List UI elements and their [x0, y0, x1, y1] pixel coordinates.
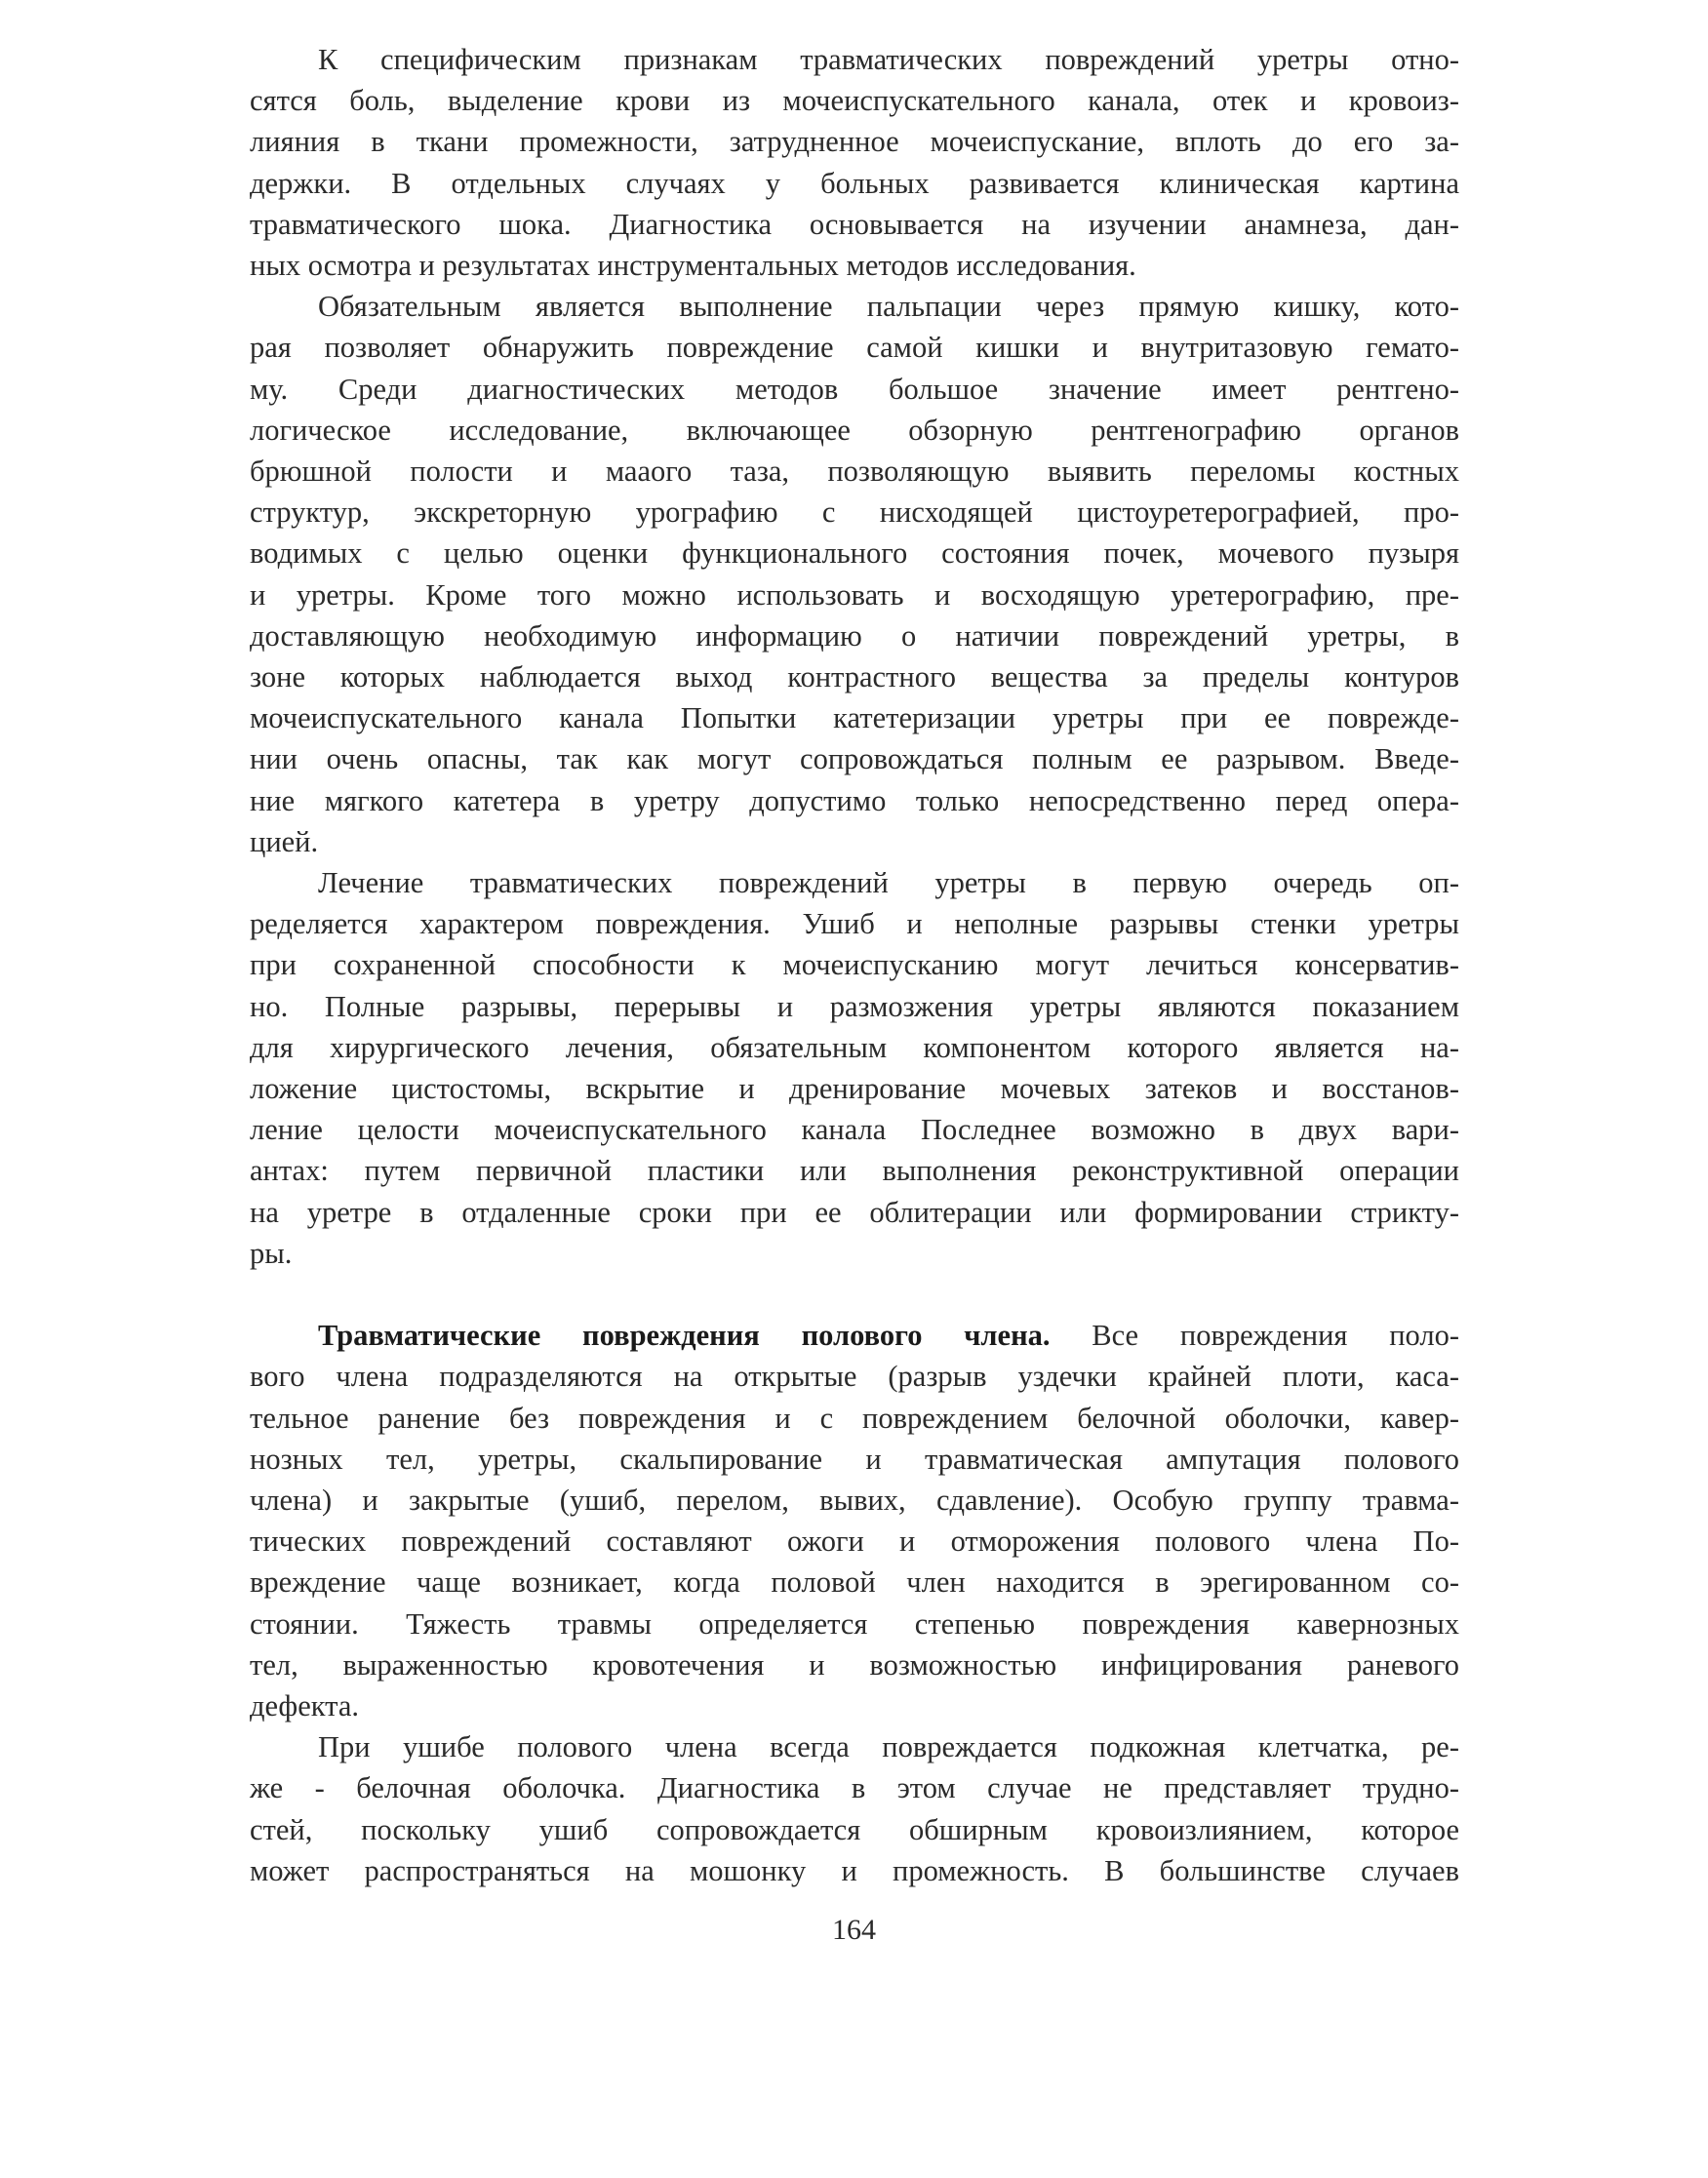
- text-line: брюшной полости и мааого таза, позволяющую выявить переломы костных: [250, 455, 1459, 489]
- paragraph-2: [250, 286, 1459, 862]
- text-line: же - белочная оболочка. Диагностика в этом случае не представляет трудно-: [250, 1771, 1459, 1805]
- text-line: дефекта.: [250, 1688, 360, 1723]
- text-line: сятся боль, выделение крови из мочеиспускательного канала, отек и кровоиз-: [250, 84, 1459, 118]
- section-gap: [250, 1274, 1459, 1315]
- text-line: Лечение травматических повреждений уретры в первую очередь оп-: [318, 866, 1459, 900]
- text-line: ных осмотра и результатах инструментальных методов исследования.: [250, 249, 1136, 283]
- text-line: но. Полные разрывы, перерывы и размозжения уретры являются показанием: [250, 989, 1459, 1023]
- document-page: [250, 39, 1459, 1891]
- text-line: тел, выраженностью кровотечения и возможностью инфицирования раневого: [250, 1647, 1459, 1682]
- heading-line-rest: Все повреждения поло-: [1050, 1319, 1460, 1353]
- text-line: нии очень опасны, так как могут сопровождаться полным ее разрывом. Введе-: [250, 742, 1459, 776]
- text-line: ление целости мочеиспускательного канала Последнее возможно в двух вари-: [250, 1113, 1459, 1147]
- text-line: на уретре в отдаленные сроки при ее облитерации или формировании стрикту-: [250, 1195, 1459, 1229]
- section-heading: Травматические повреждения полового члена.: [318, 1319, 1051, 1353]
- paragraph-5: [250, 1726, 1459, 1891]
- paragraph-3: [250, 862, 1459, 1274]
- paragraph-4: [250, 1315, 1459, 1726]
- text-line: доставляющую необходимую информацию о натичии повреждений уретры, в: [250, 618, 1459, 653]
- text-line: и уретры. Кроме того можно использовать и восходящую уретерографию, пре-: [250, 577, 1459, 612]
- text-line: члена) и закрытые (ушиб, перелом, вывих, сдавление). Особую группу травма-: [250, 1483, 1459, 1517]
- text-line: стей, поскольку ушиб сопровождается обширным кровоизлиянием, которое: [250, 1812, 1459, 1846]
- text-line: ределяется характером повреждения. Ушиб и неполные разрывы стенки уретры: [250, 907, 1459, 941]
- paragraph-1: [250, 39, 1459, 286]
- text-line: вого члена подразделяются на открытые (разрыв уздечки крайней плоти, каса-: [250, 1360, 1459, 1394]
- text-line: для хирургического лечения, обязательным компонентом которого является на-: [250, 1030, 1459, 1064]
- text-line: Обязательным является выполнение пальпации через прямую кишку, кото-: [318, 290, 1459, 324]
- text-line: травматического шока. Диагностика основывается на изучении анамнеза, дан-: [250, 207, 1459, 241]
- text-line: цией.: [250, 824, 319, 858]
- text-line: структур, экскреторную урографию с нисходящей цистоуретерографией, про-: [250, 495, 1459, 530]
- text-line: При ушибе полового члена всегда повреждается подкожная клетчатка, ре-: [318, 1730, 1459, 1764]
- text-line: лияния в ткани промежности, затрудненное мочеиспускание, вплоть до его за-: [250, 125, 1459, 159]
- text-line: при сохраненной способности к мочеиспусканию могут лечиться консерватив-: [250, 948, 1459, 982]
- page-number: 164: [832, 1914, 876, 1946]
- text-line: зоне которых наблюдается выход контрастного вещества за пределы контуров: [250, 660, 1459, 694]
- text-line: стоянии. Тяжесть травмы определяется степенью повреждения кавернозных: [250, 1606, 1459, 1641]
- text-line: нозных тел, уретры, скальпирование и травматическая ампутация полового: [250, 1442, 1459, 1476]
- text-line: водимых с целью оценки функционального состояния почек, мочевого пузыря: [250, 536, 1459, 571]
- text-line: рая позволяет обнаружить повреждение самой кишки и внутритазовую гемато-: [250, 331, 1459, 365]
- text-line: тических повреждений составляют ожоги и отморожения полового члена По-: [250, 1525, 1459, 1559]
- text-line: [250, 1315, 1459, 1356]
- text-line: ры.: [250, 1236, 293, 1270]
- text-line: логическое исследование, включающее обзорную рентгенографию органов: [250, 413, 1459, 447]
- text-line: К специфическим признакам травматических повреждений уретры отно-: [318, 43, 1459, 76]
- text-line: антах: путем первичной пластики или выполнения реконструктивной операции: [250, 1154, 1459, 1188]
- text-line: мочеиспускательного канала Попытки катетеризации уретры при ее поврежде-: [250, 701, 1459, 735]
- text-line: вреждение чаще возникает, когда половой член находится в эрегированном со-: [250, 1565, 1459, 1600]
- text-line: ние мягкого катетера в уретру допустимо только непосредственно перед опера-: [250, 783, 1459, 817]
- text-line: му. Среди диагностических методов большое значение имеет рентгено-: [250, 372, 1459, 406]
- text-line: тельное ранение без повреждения и с повреждением белочной оболочки, кавер-: [250, 1401, 1459, 1435]
- text-line: ложение цистостомы, вскрытие и дренирование мочевых затеков и восстанов-: [250, 1072, 1459, 1106]
- text-line: держки. В отдельных случаях у больных развивается клиническая картина: [250, 166, 1459, 200]
- text-line: может распространяться на мошонку и промежность. В большинстве случаев: [250, 1853, 1459, 1887]
